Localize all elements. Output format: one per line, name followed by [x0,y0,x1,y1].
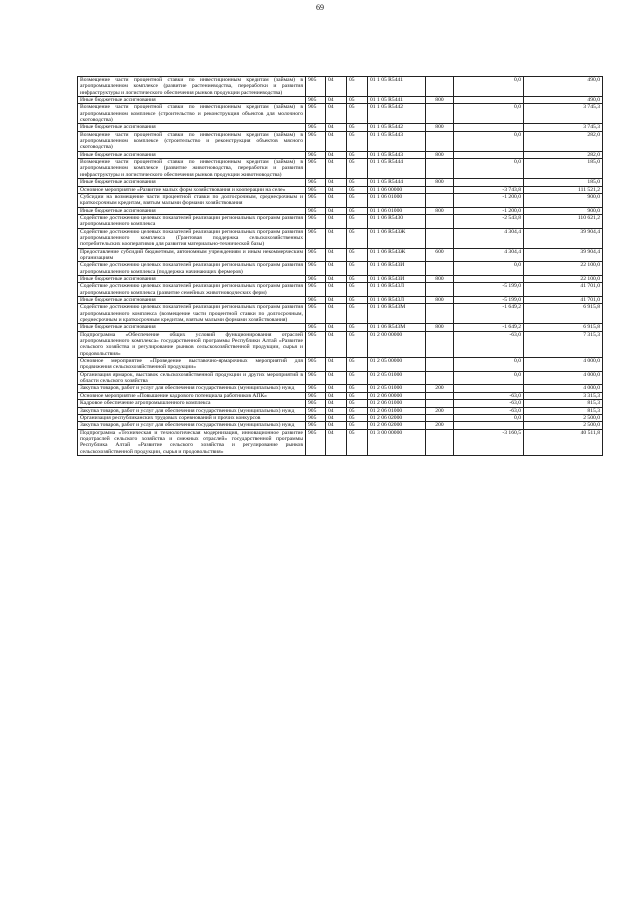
change-amount-cell: -2 543,8 [454,214,524,228]
target-article-cell: 01 2 00 00000 [368,331,426,357]
change-amount-cell [454,124,524,131]
target-article-cell: 01 2 05 01000 [368,371,426,385]
subsection-code-cell: 05 [347,104,368,124]
description-cell: Организация ярмарок, выставок сельскохозяйственной продукции и других мероприятий в области сельского хозяйства [78,371,306,385]
ministry-code-cell: 905 [306,97,326,104]
total-amount-cell: 900,0 [524,207,603,214]
section-code-cell: 04 [326,400,347,407]
expense-type-cell [426,186,454,193]
section-code-cell: 04 [326,392,347,399]
ministry-code-cell: 905 [306,193,326,207]
change-amount-cell [454,385,524,392]
expense-type-cell [426,214,454,228]
subsection-code-cell: 05 [347,77,368,97]
table-row [78,124,603,131]
description-cell: Содействие достижению целевых показателей реализации региональных программ развития агропромышленного комплекса (Грантовая поддержка сельскохозяйственных потребительских кооперативов для развития материально-технической базы) [78,228,306,248]
ministry-code-cell: 905 [306,159,326,179]
total-amount-cell: 2 500,0 [524,422,603,429]
target-article-cell: 01 1 05 R5441 [368,97,426,104]
change-amount-cell: -1 649,2 [454,304,524,324]
total-amount-cell: 3 315,3 [524,392,603,399]
table-row [78,331,603,357]
total-amount-cell: 6 915,8 [524,324,603,331]
section-code-cell: 04 [326,358,347,372]
change-amount-cell: 4 304,4 [454,228,524,248]
table-row [78,214,603,228]
description-cell: Иные бюджетные ассигнования [78,179,306,186]
table-row [78,104,603,124]
table-row [78,407,603,414]
description-cell: Содействие достижению целевых показателей реализации региональных программ развития агропромышленного комплекса [78,214,306,228]
table-row [78,392,603,399]
total-amount-cell: 3 745,3 [524,104,603,124]
table-row [78,262,603,276]
table-row [78,304,603,324]
subsection-code-cell: 05 [347,248,368,262]
description-cell: Содействие достижению целевых показателей реализации региональных программ развития агропромышленного комплекса (развитие семейных животноводческих ферм) [78,283,306,297]
total-amount-cell: 41 701,0 [524,283,603,297]
subsection-code-cell: 05 [347,159,368,179]
target-article-cell: 01 1 06 R543М [368,304,426,324]
target-article-cell: 01 1 06 R543Л [368,283,426,297]
change-amount-cell: -63,0 [454,392,524,399]
description-cell: Возмещение части процентной ставки по инвестиционным кредитам (займам) в агропромышленном комплексе (развитие животноводства, переработки и развития инфраструктуры и логистического обеспечения рынков продукции животноводства) [78,159,306,179]
target-article-cell: 01 1 06 R543И [368,262,426,276]
table-body [78,77,603,456]
expense-type-cell [426,77,454,97]
change-amount-cell: 0,0 [454,159,524,179]
total-amount-cell: 22 100,0 [524,262,603,276]
total-amount-cell: 22 100,0 [524,275,603,282]
description-cell: Возмещение части процентной ставки по инвестиционным кредитам (займам) в агропромышленном комплексе (развитие растениеводства, переработки и развития инфраструктуры и логистического обеспечения рынков продукции растениеводства) [78,77,306,97]
ministry-code-cell: 905 [306,179,326,186]
ministry-code-cell: 905 [306,331,326,357]
section-code-cell: 04 [326,207,347,214]
expense-type-cell: 800 [426,151,454,158]
subsection-code-cell: 05 [347,324,368,331]
description-cell: Иные бюджетные ассигнования [78,151,306,158]
target-article-cell: 01 1 05 R5444 [368,159,426,179]
expense-type-cell: 800 [426,275,454,282]
subsection-code-cell: 05 [347,414,368,421]
total-amount-cell: 110 621,2 [524,214,603,228]
change-amount-cell [454,179,524,186]
section-code-cell: 04 [326,151,347,158]
target-article-cell: 01 1 06 R5430 [368,214,426,228]
change-amount-cell: 0,0 [454,371,524,385]
target-article-cell: 01 2 06 02000 [368,414,426,421]
target-article-cell: 01 1 06 R543М [368,324,426,331]
target-article-cell: 01 2 05 00000 [368,358,426,372]
description-cell: Организация республиканских трудовых соревнований и прочих конкурсов [78,414,306,421]
total-amount-cell: 185,0 [524,179,603,186]
total-amount-cell: 282,0 [524,151,603,158]
ministry-code-cell: 905 [306,429,326,455]
description-cell: Субсидии на возмещение части процентной ставки по долгосрочным, среднесрочным и краткосрочным кредитам, взятым малыми формами хозяйствования [78,193,306,207]
subsection-code-cell: 05 [347,186,368,193]
ministry-code-cell: 905 [306,304,326,324]
change-amount-cell [454,422,524,429]
ministry-code-cell: 905 [306,104,326,124]
subsection-code-cell: 05 [347,385,368,392]
expense-type-cell: 800 [426,179,454,186]
section-code-cell: 04 [326,304,347,324]
subsection-code-cell: 05 [347,407,368,414]
subsection-code-cell: 05 [347,207,368,214]
table-row [78,429,603,455]
description-cell: Закупка товаров, работ и услуг для обеспечения государственных (муниципальных) нужд [78,385,306,392]
table-row [78,422,603,429]
change-amount-cell: -5 199,0 [454,283,524,297]
expense-type-cell: 200 [426,407,454,414]
subsection-code-cell: 05 [347,358,368,372]
table-row [78,179,603,186]
ministry-code-cell: 905 [306,358,326,372]
table-row [78,131,603,151]
table-row [78,358,603,372]
change-amount-cell: -5 199,0 [454,297,524,304]
total-amount-cell: 900,0 [524,193,603,207]
change-amount-cell: -3 160,5 [454,429,524,455]
description-cell: Иные бюджетные ассигнования [78,324,306,331]
ministry-code-cell: 905 [306,407,326,414]
section-code-cell: 04 [326,422,347,429]
subsection-code-cell: 05 [347,193,368,207]
expense-type-cell [426,283,454,297]
subsection-code-cell: 05 [347,400,368,407]
ministry-code-cell: 905 [306,400,326,407]
description-cell: Основное мероприятие «Развитие малых форм хозяйствования и кооперации на селе» [78,186,306,193]
change-amount-cell: 4 304,4 [454,248,524,262]
total-amount-cell: 6 915,8 [524,304,603,324]
section-code-cell: 04 [326,186,347,193]
section-code-cell: 04 [326,283,347,297]
target-article-cell: 01 1 05 R5443 [368,151,426,158]
target-article-cell: 01 2 05 01000 [368,385,426,392]
section-code-cell: 04 [326,297,347,304]
expense-type-cell [426,228,454,248]
expense-type-cell: 200 [426,385,454,392]
change-amount-cell: -1 649,2 [454,324,524,331]
ministry-code-cell: 905 [306,385,326,392]
ministry-code-cell: 905 [306,151,326,158]
description-cell: Содействие достижению целевых показателей реализации региональных программ развития агропромышленного комплекса (возмещение части процентной ставки по долгосрочным, среднесрочным и краткосрочным кредитам, взятым малыми формами хозяйствования) [78,304,306,324]
ministry-code-cell: 905 [306,414,326,421]
expense-type-cell [426,193,454,207]
subsection-code-cell: 05 [347,275,368,282]
total-amount-cell: 3 745,3 [524,124,603,131]
expense-type-cell [426,429,454,455]
subsection-code-cell: 05 [347,392,368,399]
total-amount-cell: 111 521,2 [524,186,603,193]
subsection-code-cell: 05 [347,371,368,385]
total-amount-cell: 41 701,0 [524,297,603,304]
table-row [78,97,603,104]
ministry-code-cell: 905 [306,262,326,276]
expense-type-cell [426,131,454,151]
table-row [78,297,603,304]
total-amount-cell: 185,0 [524,159,603,179]
section-code-cell: 04 [326,371,347,385]
change-amount-cell: -63,0 [454,331,524,357]
expense-type-cell [426,262,454,276]
section-code-cell: 04 [326,214,347,228]
section-code-cell: 04 [326,331,347,357]
section-code-cell: 04 [326,131,347,151]
description-cell: Иные бюджетные ассигнования [78,207,306,214]
expense-type-cell [426,331,454,357]
table-row [78,228,603,248]
expense-type-cell: 200 [426,422,454,429]
total-amount-cell: 490,0 [524,97,603,104]
ministry-code-cell: 905 [306,124,326,131]
change-amount-cell: -63,0 [454,400,524,407]
target-article-cell: 01 2 06 00000 [368,392,426,399]
table-row [78,324,603,331]
budget-table [77,76,603,456]
subsection-code-cell: 05 [347,124,368,131]
description-cell: Основное мероприятие «Повышение кадрового потенциала работников АПК» [78,392,306,399]
expense-type-cell: 800 [426,207,454,214]
subsection-code-cell: 05 [347,429,368,455]
section-code-cell: 04 [326,407,347,414]
section-code-cell: 04 [326,193,347,207]
target-article-cell: 01 1 06 01000 [368,207,426,214]
table-row [78,207,603,214]
change-amount-cell: -63,0 [454,407,524,414]
change-amount-cell: 0,0 [454,77,524,97]
total-amount-cell: 39 904,4 [524,228,603,248]
change-amount-cell [454,275,524,282]
ministry-code-cell: 905 [306,77,326,97]
section-code-cell: 04 [326,77,347,97]
expense-type-cell [426,159,454,179]
section-code-cell: 04 [326,275,347,282]
expense-type-cell: 800 [426,97,454,104]
subsection-code-cell: 05 [347,422,368,429]
section-code-cell: 04 [326,414,347,421]
subsection-code-cell: 05 [347,283,368,297]
target-article-cell: 01 2 06 01000 [368,400,426,407]
description-cell: Кадровое обеспечение агропромышленного комплекса [78,400,306,407]
table-row [78,414,603,421]
subsection-code-cell: 05 [347,97,368,104]
budget-sheet [77,76,602,456]
table-row [78,385,603,392]
total-amount-cell: 7 315,3 [524,331,603,357]
section-code-cell: 04 [326,97,347,104]
ministry-code-cell: 905 [306,131,326,151]
table-row [78,400,603,407]
change-amount-cell: -3 743,8 [454,186,524,193]
section-code-cell: 04 [326,248,347,262]
target-article-cell: 01 1 06 R543Ж [368,248,426,262]
section-code-cell: 04 [326,159,347,179]
target-article-cell: 01 1 05 R5442 [368,104,426,124]
subsection-code-cell: 05 [347,331,368,357]
table-row [78,159,603,179]
total-amount-cell: 2 500,0 [524,414,603,421]
section-code-cell: 04 [326,228,347,248]
subsection-code-cell: 05 [347,131,368,151]
target-article-cell: 01 1 05 R5441 [368,77,426,97]
expense-type-cell [426,371,454,385]
change-amount-cell [454,97,524,104]
subsection-code-cell: 05 [347,228,368,248]
description-cell: Иные бюджетные ассигнования [78,275,306,282]
total-amount-cell: 815,3 [524,400,603,407]
target-article-cell: 01 1 05 R5444 [368,179,426,186]
change-amount-cell: 0,0 [454,414,524,421]
page-number: 69 [316,3,324,12]
ministry-code-cell: 905 [306,228,326,248]
total-amount-cell: 815,3 [524,407,603,414]
target-article-cell: 01 1 05 R5442 [368,124,426,131]
total-amount-cell: 490,0 [524,77,603,97]
change-amount-cell: 0,0 [454,358,524,372]
expense-type-cell [426,304,454,324]
table-row [78,248,603,262]
expense-type-cell [426,358,454,372]
change-amount-cell: -1 200,0 [454,193,524,207]
target-article-cell: 01 1 06 00000 [368,186,426,193]
change-amount-cell [454,151,524,158]
ministry-code-cell: 905 [306,297,326,304]
change-amount-cell: 0,0 [454,104,524,124]
table-row [78,283,603,297]
expense-type-cell: 800 [426,124,454,131]
description-cell: Закупка товаров, работ и услуг для обеспечения государственных (муниципальных) нужд [78,422,306,429]
section-code-cell: 04 [326,179,347,186]
section-code-cell: 04 [326,124,347,131]
target-article-cell: 01 1 06 R543И [368,275,426,282]
description-cell: Возмещение части процентной ставки по инвестиционным кредитам (займам) в агропромышленном комплексе (строительство и реконструкция объектов мясного скотоводства) [78,131,306,151]
section-code-cell: 04 [326,104,347,124]
expense-type-cell [426,104,454,124]
total-amount-cell: 4 000,0 [524,385,603,392]
target-article-cell: 01 1 06 R543Л [368,297,426,304]
target-article-cell: 01 2 06 01000 [368,407,426,414]
ministry-code-cell: 905 [306,283,326,297]
description-cell: Иные бюджетные ассигнования [78,124,306,131]
table-row [78,193,603,207]
change-amount-cell: 0,0 [454,131,524,151]
description-cell: Основное мероприятие «Проведение выставочно-ярмарочных мероприятий для продвижения сельскохозяйственной продукции» [78,358,306,372]
target-article-cell: 01 1 06 R543Ж [368,228,426,248]
total-amount-cell: 4 000,0 [524,371,603,385]
expense-type-cell: 800 [426,324,454,331]
subsection-code-cell: 05 [347,262,368,276]
table-row [78,151,603,158]
section-code-cell: 04 [326,429,347,455]
description-cell: Предоставление субсидий бюджетным, автономным учреждениям и иным некоммерческим организациям [78,248,306,262]
subsection-code-cell: 05 [347,151,368,158]
table-row [78,77,603,97]
table-row [78,275,603,282]
ministry-code-cell: 905 [306,324,326,331]
subsection-code-cell: 05 [347,214,368,228]
description-cell: Иные бюджетные ассигнования [78,297,306,304]
table-row [78,186,603,193]
ministry-code-cell: 905 [306,371,326,385]
subsection-code-cell: 05 [347,297,368,304]
description-cell: Возмещение части процентной ставки по инвестиционным кредитам (займам) в агропромышленном комплексе (строительство и реконструкция объектов для молочного скотоводства) [78,104,306,124]
target-article-cell: 01 1 05 R5443 [368,131,426,151]
total-amount-cell: 282,0 [524,131,603,151]
expense-type-cell [426,414,454,421]
subsection-code-cell: 05 [347,179,368,186]
ministry-code-cell: 905 [306,275,326,282]
table-row [78,371,603,385]
ministry-code-cell: 905 [306,392,326,399]
total-amount-cell: 39 904,4 [524,248,603,262]
description-cell: Содействие достижению целевых показателей реализации региональных программ развития агропромышленного комплекса (поддержка начинающих фермеров) [78,262,306,276]
target-article-cell: 01 2 06 02000 [368,422,426,429]
ministry-code-cell: 905 [306,186,326,193]
section-code-cell: 04 [326,262,347,276]
target-article-cell: 01 3 00 00000 [368,429,426,455]
ministry-code-cell: 905 [306,422,326,429]
description-cell: Закупка товаров, работ и услуг для обеспечения государственных (муниципальных) нужд [78,407,306,414]
change-amount-cell: 0,0 [454,262,524,276]
expense-type-cell: 600 [426,248,454,262]
ministry-code-cell: 905 [306,248,326,262]
subsection-code-cell: 05 [347,304,368,324]
expense-type-cell [426,400,454,407]
expense-type-cell [426,392,454,399]
total-amount-cell: 40 511,8 [524,429,603,455]
section-code-cell: 04 [326,324,347,331]
description-cell: Иные бюджетные ассигнования [78,97,306,104]
ministry-code-cell: 905 [306,214,326,228]
total-amount-cell: 4 000,0 [524,358,603,372]
section-code-cell: 04 [326,385,347,392]
ministry-code-cell: 905 [306,207,326,214]
description-cell: Подпрограмма «Обеспечение общих условий функционирования отраслей агропромышленного комплекса» государственной программы Республики Алтай «Развитие сельского хозяйства и регулирование рынков сельскохозяйственной продукции, сырья и продовольствия» [78,331,306,357]
change-amount-cell: -1 200,0 [454,207,524,214]
expense-type-cell: 800 [426,297,454,304]
description-cell: Подпрограмма «Техническая и технологическая модернизация, инновационное развитие подотраслей сельского хозяйства и смежных отраслей» государственной программы Республика Алтай «Развитие сельского хозяйства и регулирование рынков сельскохозяйственной продукции, сырья и продовольствия» [78,429,306,455]
target-article-cell: 01 1 06 01000 [368,193,426,207]
